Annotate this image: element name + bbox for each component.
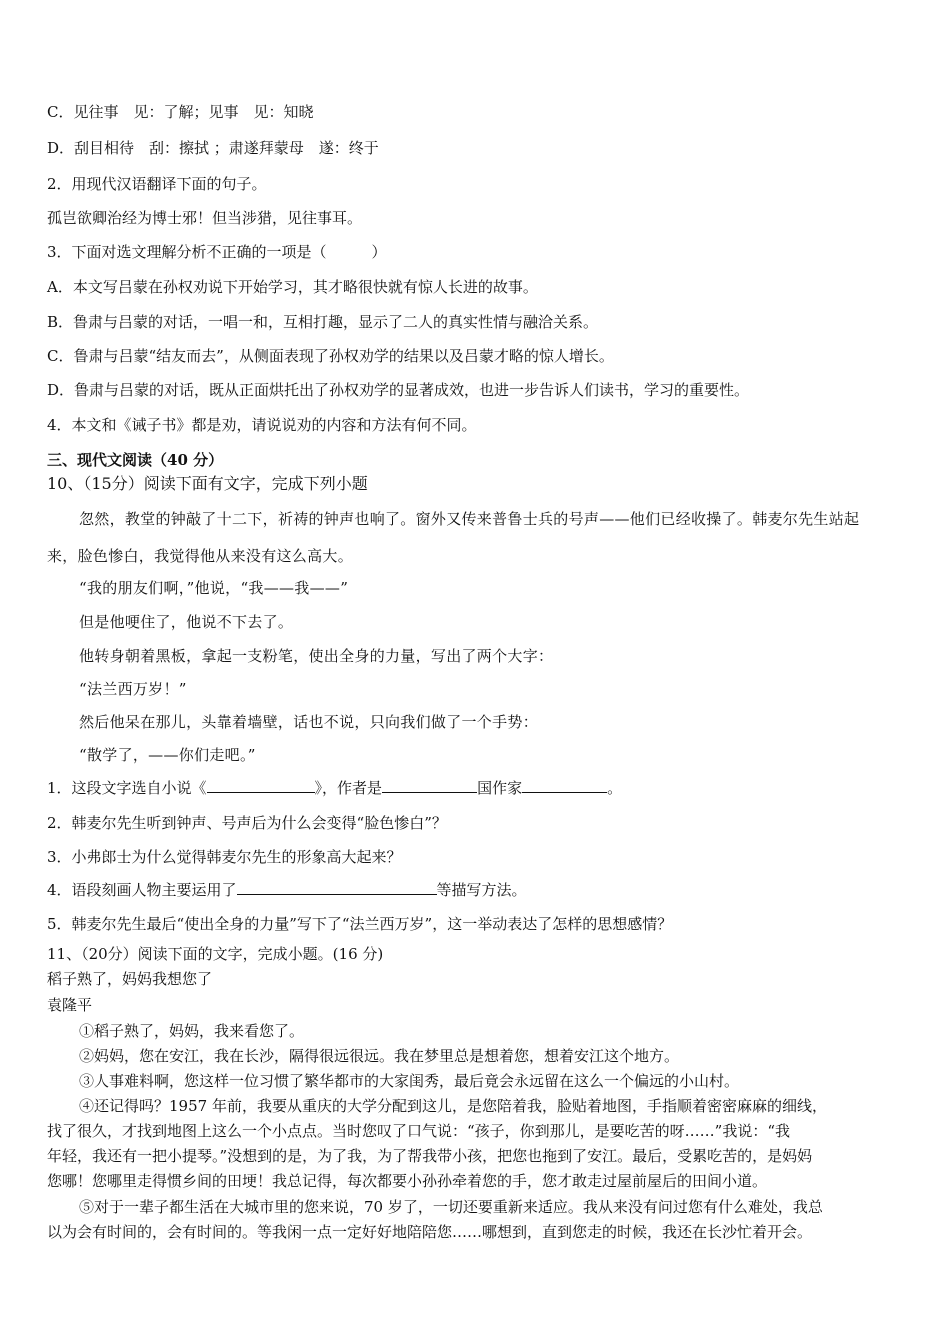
answer-blank[interactable] (237, 879, 437, 895)
q2-sentence: 孤岂欲卿治经为博士邪！但当涉猎，见往事耳。 (47, 209, 363, 227)
passage-line: 他转身朝着黑板，拿起一支粉笔，使出全身的力量，写出了两个大字： (79, 647, 554, 665)
passage-line: 忽然，教堂的钟敲了十二下，祈祷的钟声也响了。窗外又传来普鲁士兵的号声——他们已经收操了。韩麦尔先生站起 (79, 510, 860, 528)
section-heading: 三、现代文阅读（40 分） (47, 451, 224, 469)
q3-prompt: 3．下面对选文理解分析不正确的一项是（ ） (47, 243, 387, 261)
article-paragraph-4-line: 找了很久，才找到地图上这么一个小点点。当时您叹了口气说：“孩子，你到那儿，是要吃苦的呀……”我说：“我 (47, 1122, 791, 1140)
article-paragraph-1: ①稻子熟了，妈妈，我来看您了。 (79, 1022, 305, 1040)
q3-option-b: B．鲁肃与吕蒙的对话，一唱一和，互相打趣，显示了二人的真实性情与融洽关系。 (47, 313, 599, 331)
q10-question-1: 1．这段文字选自小说《 》，作者是 国作家 。 (47, 779, 623, 797)
article-paragraph-4-line: 您哪！您哪里走得惯乡间的田埂！我总记得，每次都要小孙孙牵着您的手，您才敢走过屋前屋后的田间小道。 (47, 1172, 768, 1190)
q3-option-d: D．鲁肃与吕蒙的对话，既从正面烘托出了孙权劝学的显著成效，也进一步告诉人们读书，学习的重要性。 (47, 381, 750, 399)
q10-header: 10、（15分）阅读下面有文字，完成下列小题 (47, 474, 368, 493)
q10-question-4: 4．语段刻画人物主要运用了 等描写方法。 (47, 881, 527, 899)
passage-line: 但是他哽住了，他说不下去了。 (79, 613, 294, 631)
passage-line: “法兰西万岁！” (79, 680, 187, 698)
article-title: 稻子熟了，妈妈我想您了 (47, 970, 213, 988)
q3-option-c: C．鲁肃与吕蒙“结友而去”，从侧面表现了孙权劝学的结果以及吕蒙才略的惊人增长。 (47, 347, 614, 365)
q11-header: 11、（20分）阅读下面的文字，完成小题。(16 分) (47, 945, 384, 963)
q10-question-2: 2．韩麦尔先生听到钟声、号声后为什么会变得“脸色惨白”？ (47, 814, 447, 832)
q3-option-a: A．本文写吕蒙在孙权劝说下开始学习，其才略很快就有惊人长进的故事。 (47, 278, 538, 296)
article-paragraph-3: ③人事难料啊，您这样一位习惯了繁华都市的大家闺秀，最后竟会永远留在这么一个偏远的小山村。 (79, 1072, 740, 1090)
passage-line: 来，脸色惨白，我觉得他从来没有这么高大。 (47, 547, 354, 565)
q10-question-3: 3．小弗郎士为什么觉得韩麦尔先生的形象高大起来？ (47, 848, 402, 866)
article-paragraph-5-line: ⑤对于一辈子都生活在大城市里的您来说，70 岁了，一切还要重新来适应。我从来没有问过您有什么难处，我总 (79, 1198, 823, 1216)
passage-line: 然后他呆在那儿，头靠着墙壁，话也不说，只向我们做了一个手势： (79, 713, 539, 731)
article-paragraph-4-line: ④还记得吗？1957 年前，我要从重庆的大学分配到这儿，是您陪着我，脸贴着地图，手指顺着密密麻麻的细线， (79, 1097, 827, 1115)
q4-prompt: 4．本文和《诫子书》都是劝，请说说劝的内容和方法有何不同。 (47, 416, 477, 434)
article-author: 袁隆平 (47, 996, 93, 1014)
q10-question-5: 5．韩麦尔先生最后“使出全身的力量”写下了“法兰西万岁”，这一举动表达了怎样的思想感情？ (47, 915, 673, 933)
q1-option-d: D．刮目相待 刮：擦拭 ；肃遂拜蒙母 遂：终于 (47, 139, 379, 157)
article-paragraph-5-line: 以为会有时间的，会有时间的。等我闲一点一定好好地陪陪您……哪想到，直到您走的时候，我还在长沙忙着开会。 (47, 1223, 813, 1241)
passage-line: “散学了，——你们走吧。” (79, 746, 256, 764)
answer-blank[interactable] (522, 777, 607, 793)
q1-option-c: C．见往事 见：了解；见事 见：知晓 (47, 103, 314, 121)
passage-line: “我的朋友们啊，”他说，“我——我——” (79, 579, 349, 597)
answer-blank[interactable] (207, 777, 315, 793)
q2-prompt: 2．用现代汉语翻译下面的句子。 (47, 175, 267, 193)
article-paragraph-2: ②妈妈，您在安江，我在长沙，隔得很远很远。我在梦里总是想着您，想着安江这个地方。 (79, 1047, 680, 1065)
answer-blank[interactable] (382, 777, 477, 793)
article-paragraph-4-line: 年轻，我还有一把小提琴。”没想到的是，为了我，为了帮我带小孩，把您也拖到了安江。最后，受累吃苦的，是妈妈 (47, 1147, 813, 1165)
